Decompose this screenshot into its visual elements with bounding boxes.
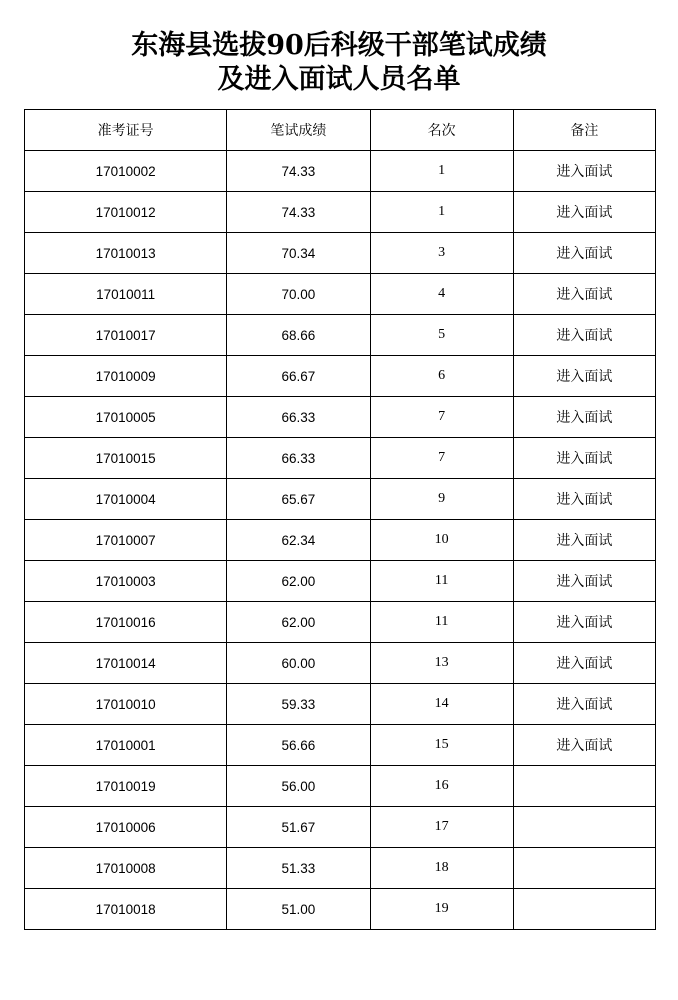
rank-cell: 11	[370, 561, 513, 602]
remark-cell: 进入面试	[513, 356, 655, 397]
rank-cell: 17	[370, 807, 513, 848]
exam-id-cell: 17010002	[25, 151, 227, 192]
rank-cell: 7	[370, 438, 513, 479]
score-cell: 70.00	[227, 274, 370, 315]
table-body	[25, 151, 656, 930]
exam-id-cell: 17010012	[25, 192, 227, 233]
table-row	[25, 889, 656, 930]
rank-cell: 19	[370, 889, 513, 930]
table-row	[25, 438, 656, 479]
header-remarks: 备注	[513, 110, 655, 151]
score-cell: 51.33	[227, 848, 370, 889]
table-row	[25, 807, 656, 848]
rank-cell: 5	[370, 315, 513, 356]
remark-cell: 进入面试	[513, 684, 655, 725]
rank-cell: 1	[370, 151, 513, 192]
exam-id-cell: 17010004	[25, 479, 227, 520]
table-row	[25, 520, 656, 561]
score-cell: 62.00	[227, 561, 370, 602]
rank-cell: 15	[370, 725, 513, 766]
document-title-line-1: 东海县选拔90后科级干部笔试成绩	[131, 30, 547, 61]
remark-cell	[513, 889, 655, 930]
document-title-line-2: 及进入面试人员名单	[217, 64, 461, 95]
exam-id-cell: 17010019	[25, 766, 227, 807]
exam-id-cell: 17010005	[25, 397, 227, 438]
score-cell: 66.33	[227, 438, 370, 479]
score-cell: 56.00	[227, 766, 370, 807]
rank-cell: 14	[370, 684, 513, 725]
results-table	[24, 109, 656, 930]
score-cell: 74.33	[227, 192, 370, 233]
score-cell: 51.00	[227, 889, 370, 930]
remark-cell: 进入面试	[513, 151, 655, 192]
table-row	[25, 233, 656, 274]
exam-id-cell: 17010001	[25, 725, 227, 766]
rank-cell: 1	[370, 192, 513, 233]
remark-cell: 进入面试	[513, 233, 655, 274]
exam-id-cell: 17010011	[25, 274, 227, 315]
remark-cell: 进入面试	[513, 192, 655, 233]
score-cell: 70.34	[227, 233, 370, 274]
table-row	[25, 684, 656, 725]
score-cell: 68.66	[227, 315, 370, 356]
rank-cell: 13	[370, 643, 513, 684]
table-row	[25, 356, 656, 397]
table-row	[25, 192, 656, 233]
table-row	[25, 479, 656, 520]
exam-id-cell: 17010015	[25, 438, 227, 479]
remark-cell: 进入面试	[513, 725, 655, 766]
table-row	[25, 766, 656, 807]
score-cell: 66.33	[227, 397, 370, 438]
exam-id-cell: 17010013	[25, 233, 227, 274]
rank-cell: 10	[370, 520, 513, 561]
remark-cell: 进入面试	[513, 602, 655, 643]
table-row	[25, 397, 656, 438]
exam-id-cell: 17010018	[25, 889, 227, 930]
rank-cell: 9	[370, 479, 513, 520]
exam-id-cell: 17010009	[25, 356, 227, 397]
exam-id-cell: 17010017	[25, 315, 227, 356]
score-cell: 66.67	[227, 356, 370, 397]
score-cell: 56.66	[227, 725, 370, 766]
table-row	[25, 602, 656, 643]
remark-cell	[513, 766, 655, 807]
score-cell: 74.33	[227, 151, 370, 192]
exam-id-cell: 17010003	[25, 561, 227, 602]
score-cell: 60.00	[227, 643, 370, 684]
exam-id-cell: 17010008	[25, 848, 227, 889]
table-row	[25, 848, 656, 889]
header-written-score: 笔试成绩	[227, 110, 370, 151]
table-row	[25, 274, 656, 315]
rank-cell: 16	[370, 766, 513, 807]
exam-id-cell: 17010010	[25, 684, 227, 725]
remark-cell: 进入面试	[513, 438, 655, 479]
rank-cell: 11	[370, 602, 513, 643]
rank-cell: 18	[370, 848, 513, 889]
score-cell: 62.00	[227, 602, 370, 643]
remark-cell: 进入面试	[513, 479, 655, 520]
remark-cell: 进入面试	[513, 315, 655, 356]
remark-cell: 进入面试	[513, 520, 655, 561]
score-cell: 51.67	[227, 807, 370, 848]
table-header-row	[25, 110, 656, 151]
exam-id-cell: 17010014	[25, 643, 227, 684]
rank-cell: 7	[370, 397, 513, 438]
header-exam-id: 准考证号	[25, 110, 227, 151]
exam-id-cell: 17010006	[25, 807, 227, 848]
table-row	[25, 561, 656, 602]
rank-cell: 6	[370, 356, 513, 397]
remark-cell: 进入面试	[513, 561, 655, 602]
table-row	[25, 315, 656, 356]
table-row	[25, 725, 656, 766]
remark-cell	[513, 848, 655, 889]
remark-cell: 进入面试	[513, 397, 655, 438]
score-cell: 59.33	[227, 684, 370, 725]
remark-cell: 进入面试	[513, 643, 655, 684]
score-cell: 62.34	[227, 520, 370, 561]
exam-id-cell: 17010016	[25, 602, 227, 643]
remark-cell: 进入面试	[513, 274, 655, 315]
table-row	[25, 151, 656, 192]
remark-cell	[513, 807, 655, 848]
header-rank: 名次	[370, 110, 513, 151]
score-cell: 65.67	[227, 479, 370, 520]
rank-cell: 4	[370, 274, 513, 315]
table-row	[25, 643, 656, 684]
exam-id-cell: 17010007	[25, 520, 227, 561]
rank-cell: 3	[370, 233, 513, 274]
